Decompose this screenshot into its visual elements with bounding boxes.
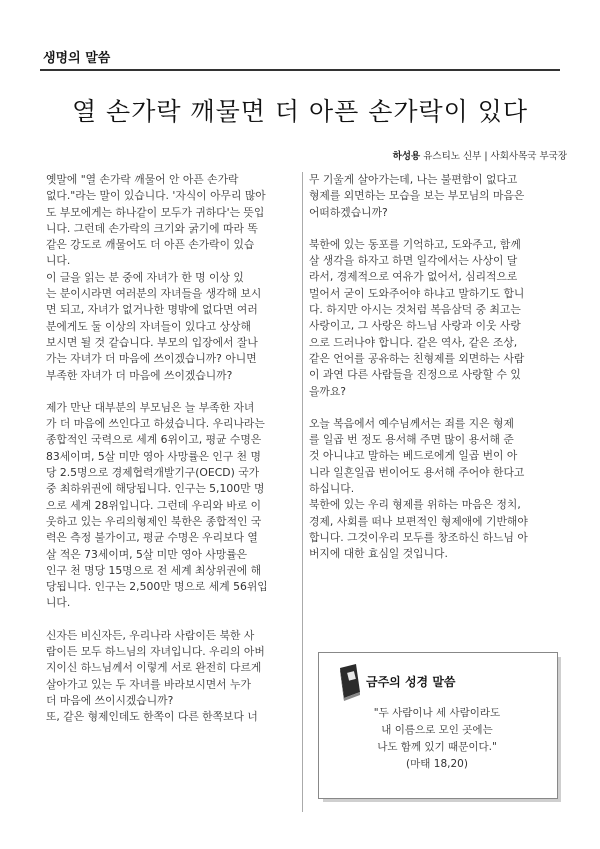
verse-quote: "두 사람이나 세 사람이라도 내 이름으로 모인 곳에는 나도 함께 있기 때문이다." xyxy=(373,707,501,753)
paragraph: 옛말에 "열 손가락 깨물어 안 아픈 손가락 없다."라는 말이 있습니다. '자식이 아무리 많아 도 부모에게는 하나같이 모두가 귀하다'는 뜻입 니다. 그런데 손가락의 크기와 굵기에 따라 똑 같은 강도로 깨물어도 더 아픈 손가락이 있습 니다. 이 글을 읽는 분 중에 자녀가 한 명 이상 있 는 분이시라면 여러분의 자녀들을 생각해 보시 면 되고, 자녀가 없거나한 명밖에 없다면 여러 분에게도 둘 이상의 자녀들이 있다고 상상해 보시면 될 것 같습니다. 부모의 입장에서 잘나 가는 자녀가 더 마음에 쓰이겠습니까? 아니면 부족한 자녀가 더 마음에 쓰이겠습니까? xyxy=(46,173,266,382)
paragraph: 무 기울게 살아가는데, 나는 불편함이 없다고 형제를 외면하는 모습을 보는 부모님의 마음은 어떠하겠습니까? xyxy=(309,173,525,219)
bible-icon xyxy=(336,662,364,702)
verse-text-block xyxy=(318,705,556,773)
right-column xyxy=(309,172,557,563)
author-name: 하성용 xyxy=(392,151,421,162)
paragraph: 오늘 복음에서 예수님께서는 죄를 지은 형제 를 일곱 번 정도 용서해 주면 많이 용서해 준 것 아니냐고 말하는 베드로에게 일곱 번이 아 니라 일흔일곱 번이어도 용서해 주어야 한다고 하십니다. 북한에 있는 우리 형제를 위하는 마음은 정치, 경제, 사회를 떠나 보편적인 형제애에 기반해야 합니다. 그것이우리 모두를 창조하신 하느님 아 버지에 대한 효심일 것입니다. xyxy=(309,416,528,561)
column-divider xyxy=(302,172,303,812)
byline xyxy=(393,148,567,162)
verse-reference: (마태 18,20) xyxy=(406,758,468,770)
left-column xyxy=(46,172,295,726)
section-label: 생명의 말씀 xyxy=(43,51,111,66)
author-role: 유스티노 신부 | 사회사목국 부국장 xyxy=(423,151,567,162)
paragraph: 제가 만난 대부분의 부모님은 늘 부족한 자녀 가 더 마음에 쓰인다고 하셨습니다. 우리나라는 종합적인 국력으로 세계 6위이고, 평균 수명은 83세이며, 5살 미만 영아 사망률은 인구 천 명 당 2.5명으로 경제협력개발기구(OECD) 국가 중 최하위권에 해당됩니다. 인구는 5,100만 명 으로 세계 28위입니다. 그런데 우리와 바로 이 웃하고 있는 우리의형제인 북한은 종합적인 국 력은 측정 불가이고, 평균 수명은 우리보다 열 살 적은 73세이며, 5살 미만 영아 사망률은 인구 천 명당 15명으로 전 세계 최상위권에 해 당됩니다. 인구는 2,500만 명으로 세계 56위입 니다. xyxy=(46,400,268,610)
paragraph: 신자든 비신자든, 우리나라 사람이든 북한 사 람이든 모두 하느님의 자녀입니다. 우리의 아버 지이신 하느님께서 이렇게 서로 완전히 다르게 살아가고 있는 두 자녀를 바라보시면서 누가 더 마음에 쓰이시겠습니까? 또, 같은 형제인데도 한쪽이 다른 한쪽보다 너 xyxy=(46,628,265,724)
paragraph: 북한에 있는 동포를 기억하고, 도와주고, 함께 살 생각을 하자고 하면 일각에서는 사상이 달 라서, 경제적으로 여유가 없어서, 심리적으로 멀어서 굳이 도와주어야 하냐고 말하기도 합니 다. 하지만 아시는 것처럼 복음삼덕 중 최고는 사랑이고, 그 사랑은 하느님 사랑과 이웃 사랑 으로 드러나야 합니다. 같은 역사, 같은 조상, 같은 언어를 공유하는 친형제를 외면하는 사람 이 과연 다른 사람들을 진정으로 사랑할 수 있 을까요? xyxy=(309,237,525,398)
article-title: 열 손가락 깨물면 더 아픈 손가락이 있다 xyxy=(71,97,529,126)
header-rule xyxy=(40,69,560,71)
verse-title: 금주의 성경 말씀 xyxy=(366,675,456,689)
